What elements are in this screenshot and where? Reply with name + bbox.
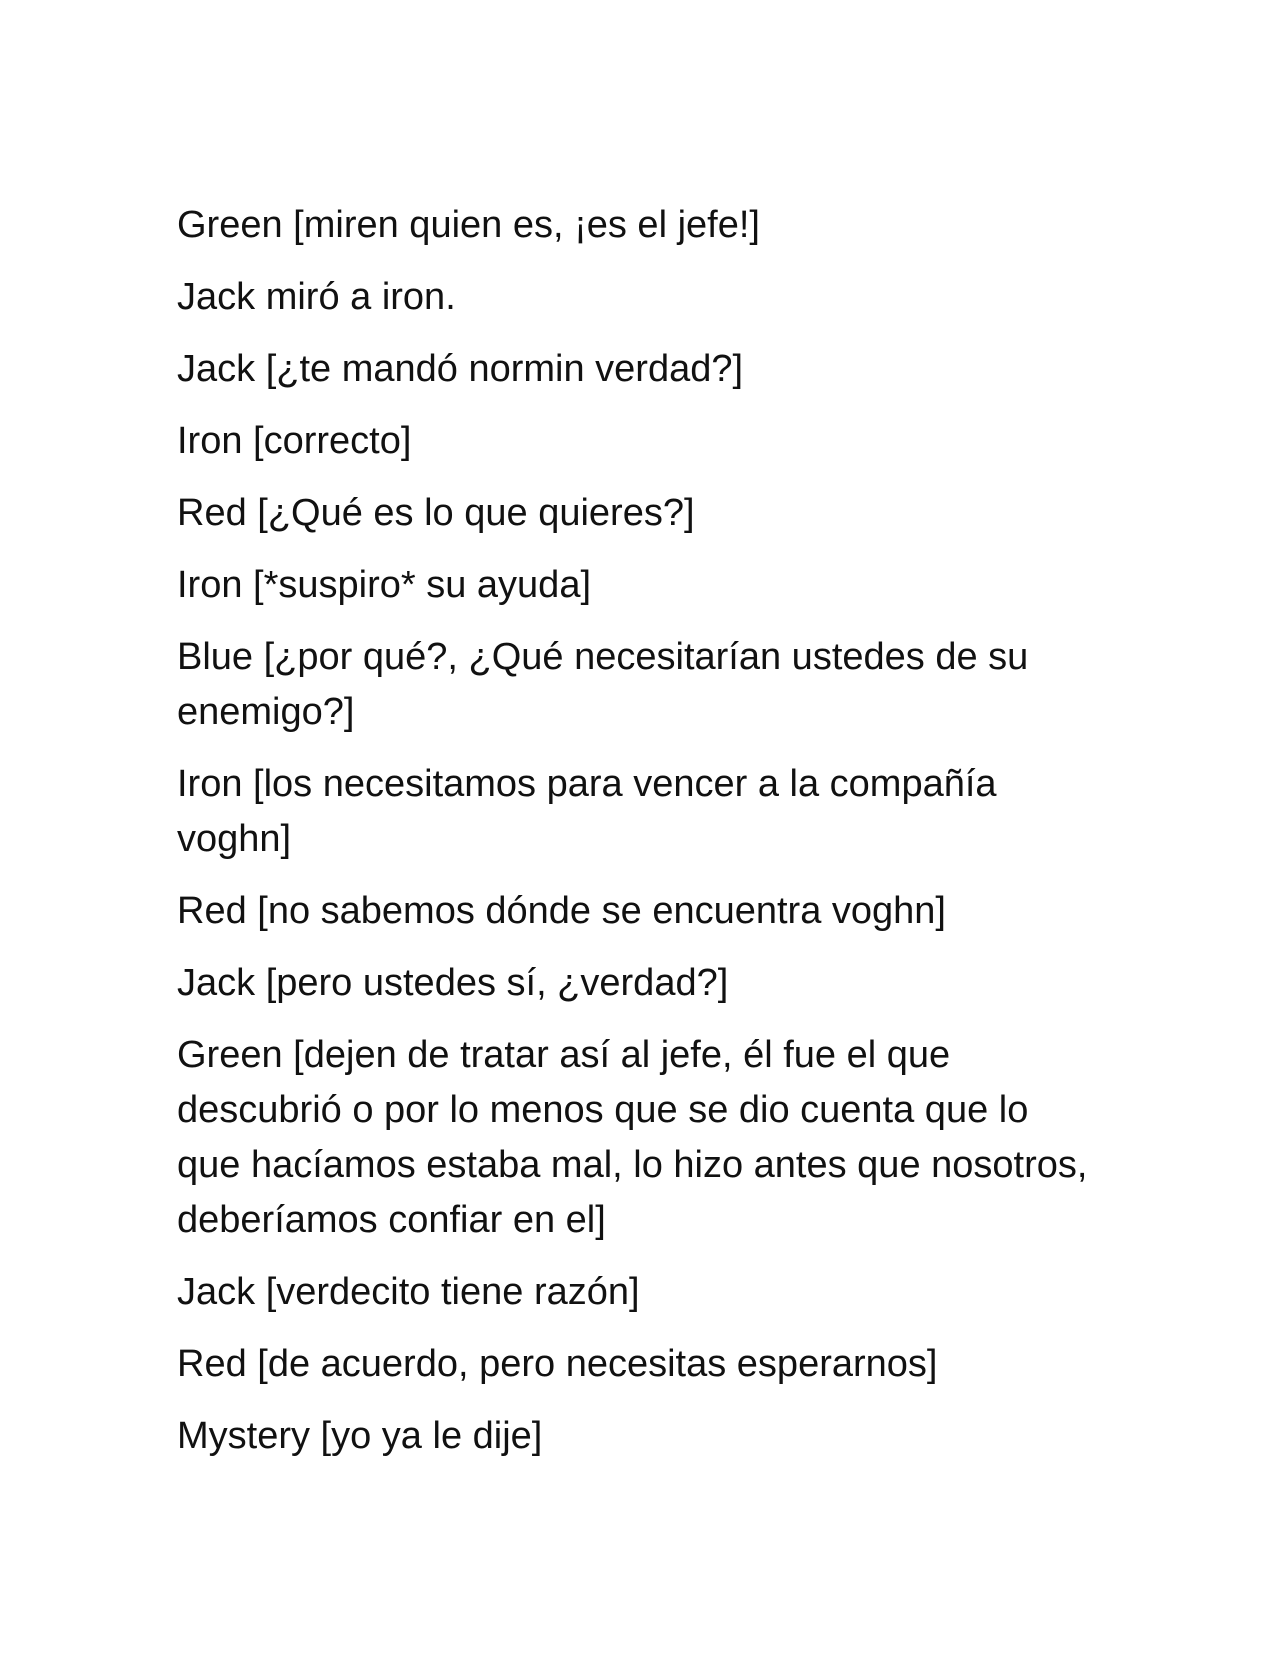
dialogue-line: Jack [¿te mandó normin verdad?] (177, 348, 744, 390)
narration-line: Jack miró a iron. (177, 276, 456, 318)
dialogue-line: Jack [verdecito tiene razón] (177, 1271, 640, 1313)
dialogue-line: Red [¿Qué es lo que quieres?] (177, 492, 695, 534)
document-body (177, 198, 1097, 1481)
dialogue-line: Iron [*suspiro* su ayuda] (177, 564, 592, 606)
dialogue-line: Red [de acuerdo, pero necesitas esperarnos] (177, 1343, 938, 1385)
dialogue-line: Iron [correcto] (177, 420, 412, 462)
dialogue-line: Jack [pero ustedes sí, ¿verdad?] (177, 962, 729, 1004)
dialogue-line: Iron [los necesitamos para vencer a la compañía voghn] (177, 763, 997, 860)
dialogue-line: Mystery [yo ya le dije] (177, 1415, 543, 1457)
dialogue-line: Green [miren quien es, ¡es el jefe!] (177, 204, 760, 246)
dialogue-line: Red [no sabemos dónde se encuentra voghn] (177, 890, 946, 932)
dialogue-line: Green [dejen de tratar así al jefe, él fue el que descubrió o por lo menos que se dio cuenta que lo que hacíamos estaba mal, lo hizo antes que nosotros, deberíamos confiar en el] (177, 1034, 1088, 1241)
dialogue-line: Blue [¿por qué?, ¿Qué necesitarían ustedes de su enemigo?] (177, 636, 1029, 733)
